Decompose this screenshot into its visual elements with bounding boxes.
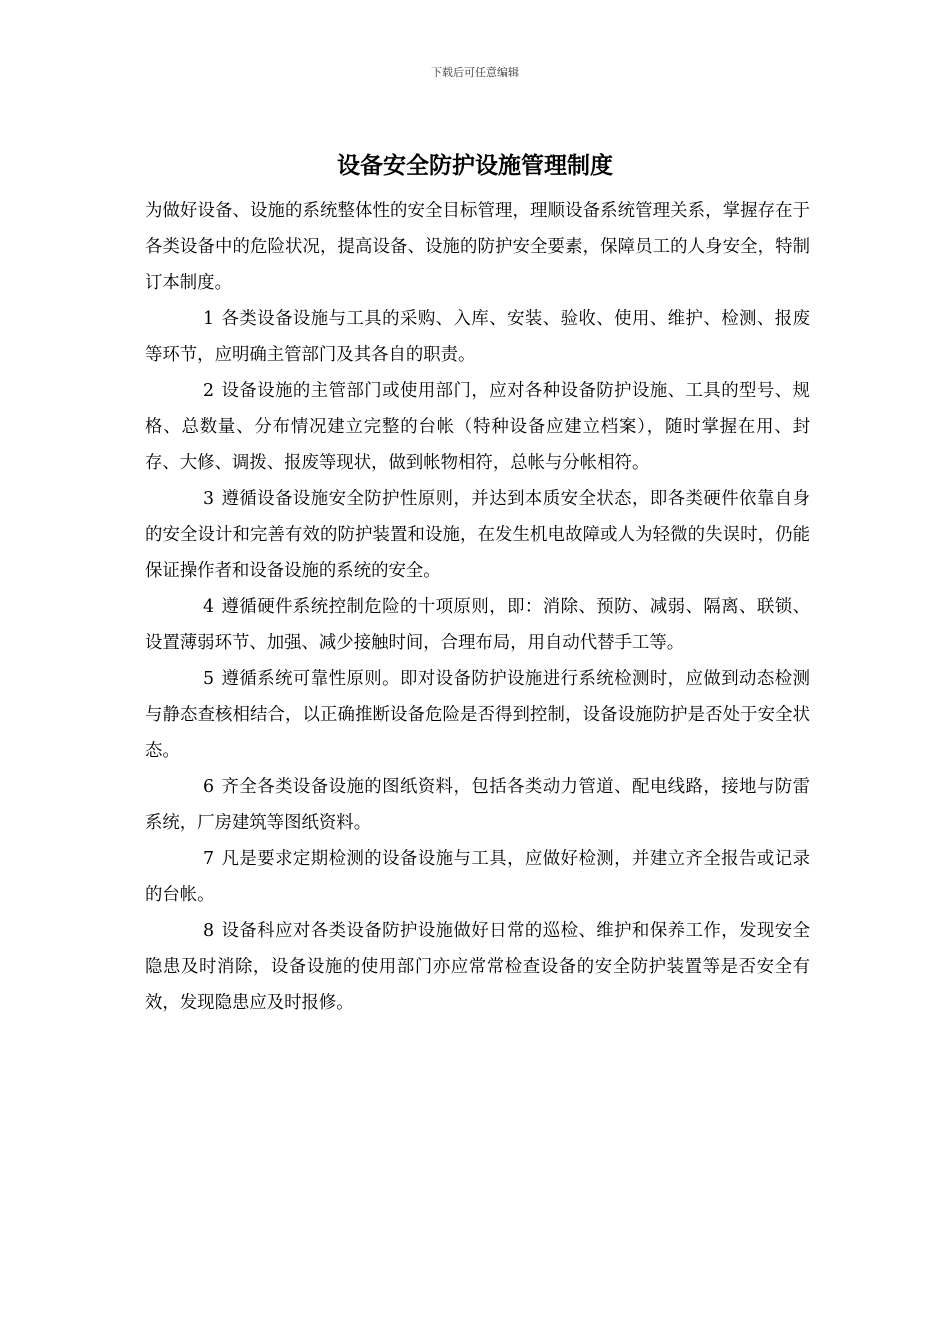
clause-text: 遵循系统可靠性原则。即对设备防护设施进行系统检测时，应做到动态检测与静态查核相结合，以正确推断设备危险是否得到控制，设备设施防护是否处于安全状态。 bbox=[145, 669, 810, 761]
clause-text: 齐全各类设备设施的图纸资料，包括各类动力管道、配电线路，接地与防雷系统，厂房建筑等图纸资料。 bbox=[145, 777, 810, 833]
clause-number: 7 bbox=[203, 849, 215, 869]
clause-text: 遵循设备设施安全防护性原则，并达到本质安全状态，即各类硬件依靠自身的安全设计和完善有效的防护装置和设施，在发生机电故障或人为轻微的失误时，仍能保证操作者和设备设施的系统的安全。 bbox=[145, 489, 810, 581]
clause-number: 5 bbox=[203, 669, 215, 689]
document-title: 设备安全防护设施管理制度 bbox=[337, 152, 613, 179]
clause-number: 6 bbox=[203, 777, 215, 797]
clause-7 bbox=[145, 841, 810, 913]
clause-2 bbox=[145, 373, 810, 481]
clause-number: 8 bbox=[203, 921, 215, 941]
clause-number: 1 bbox=[203, 309, 215, 329]
clause-1 bbox=[145, 301, 810, 373]
clause-3 bbox=[145, 481, 810, 589]
clause-text: 遵循硬件系统控制危险的十项原则，即：消除、预防、减弱、隔离、联锁、设置薄弱环节、加强、减少接触时间，合理布局，用自动代替手工等。 bbox=[145, 597, 810, 653]
clause-text: 凡是要求定期检测的设备设施与工具，应做好检测，并建立齐全报告或记录的台帐。 bbox=[145, 849, 810, 905]
intro-paragraph: 为做好设备、设施的系统整体性的安全目标管理，理顺设备系统管理关系，掌握存在于各类设备中的危险状况，提高设备、设施的防护安全要素，保障员工的人身安全，特制订本制度。 bbox=[145, 201, 810, 293]
clause-4 bbox=[145, 589, 810, 661]
document-body bbox=[145, 193, 810, 1021]
clause-number: 2 bbox=[203, 381, 215, 401]
clause-text: 设备设施的主管部门或使用部门，应对各种设备防护设施、工具的型号、规格、总数量、分布情况建立完整的台帐（特种设备应建立档案），随时掌握在用、封存、大修、调拨、报废等现状，做到帐物相符，总帐与分帐相符。 bbox=[145, 381, 810, 473]
clause-text: 设备科应对各类设备防护设施做好日常的巡检、维护和保养工作，发现安全隐患及时消除，设备设施的使用部门亦应常常检查设备的安全防护装置等是否安全有效，发现隐患应及时报修。 bbox=[145, 921, 810, 1013]
clause-8 bbox=[145, 913, 810, 1021]
clause-number: 3 bbox=[203, 489, 215, 509]
clause-6 bbox=[145, 769, 810, 841]
page-header-note: 下载后可任意编辑 bbox=[431, 66, 519, 79]
clause-text: 各类设备设施与工具的采购、入库、安装、验收、使用、维护、检测、报废等环节，应明确主管部门及其各自的职责。 bbox=[145, 309, 810, 365]
clause-5 bbox=[145, 661, 810, 769]
clause-number: 4 bbox=[203, 597, 215, 617]
